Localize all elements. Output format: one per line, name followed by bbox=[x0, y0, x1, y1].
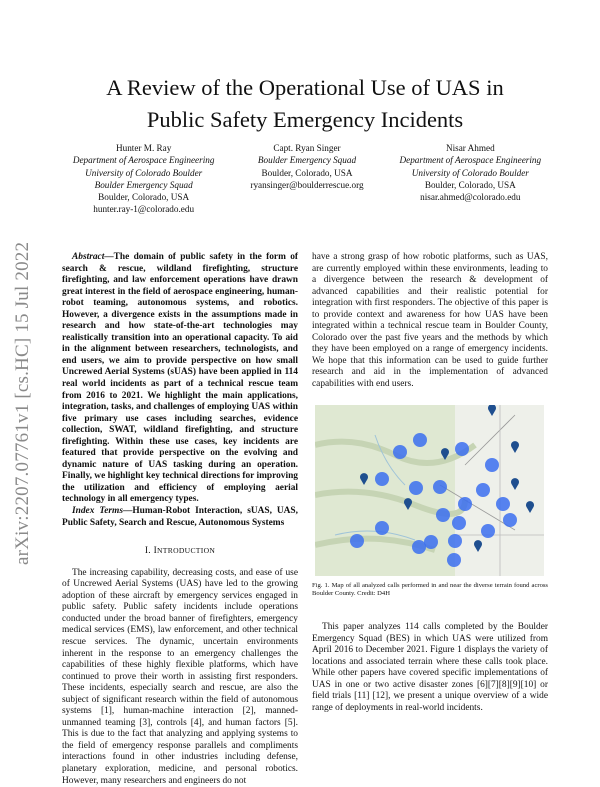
author-1 bbox=[62, 142, 225, 216]
section-heading bbox=[62, 545, 298, 558]
author-3 bbox=[389, 142, 552, 216]
abstract-text: —The domain of public safety in the form of search & rescue, wildland firefighting, structure firefighting, and law enforcement operations have drawn great interest in the field of aerospace engineering, human-robot teaming, autonomous systems, and robotics. However, a divergence exists in the assumptions made in research and how state-of-the-art technologies may realistically transition into an operational capacity. To aid in the alignment between researchers, technologists, and end users, we aim to provide perspective on how small Uncrewed Aerial Systems (sUAS) have been applied in 114 real world incidents as part of a technical rescue team from 2016 to 2021. We highlight the main applications, integration, tasks, and challenges of employing UAS within five primary use cases including searches, evidence collection, SWAT, wildland firefighting, and structure firefighting. Within these use cases, key incidents are featured that provide perspective on the evolving and dynamic nature of UAS tasking during an operation. Finally, we highlight key technical directions for improving the utilization and efficiency of employing aerial technology in all emergency types. bbox=[62, 252, 298, 505]
section-number: I. I bbox=[144, 546, 157, 557]
author-email: hunter.ray-1@colorado.edu bbox=[93, 204, 195, 215]
call-cluster-marker bbox=[350, 534, 364, 548]
call-cluster-marker bbox=[503, 513, 517, 527]
right-column-top bbox=[312, 252, 548, 391]
call-cluster-marker bbox=[409, 481, 423, 495]
call-cluster-marker bbox=[496, 497, 510, 511]
right-column-bottom bbox=[312, 622, 548, 714]
author-affiliation: Boulder Emergency Squad bbox=[94, 179, 193, 190]
abstract-label: Abstract bbox=[72, 252, 105, 262]
call-cluster-marker bbox=[447, 553, 461, 567]
author-name: Nisar Ahmed bbox=[445, 143, 495, 153]
call-cluster-marker bbox=[424, 535, 438, 549]
arxiv-identifier: arXiv:2207.07761v1 [cs.HC] 15 Jul 2022 bbox=[12, 241, 33, 565]
index-terms bbox=[62, 506, 298, 529]
call-cluster-marker bbox=[481, 524, 495, 538]
call-cluster-marker bbox=[458, 497, 472, 511]
author-name: Capt. Ryan Singer bbox=[273, 143, 341, 153]
author-location: Boulder, Colorado, USA bbox=[98, 192, 190, 203]
terrain-map bbox=[315, 405, 544, 576]
index-terms-text: —Human-Robot Interaction, sUAS, UAS, Public Safety, Search and Rescue, Autonomous Systems bbox=[62, 506, 298, 528]
intro-paragraph-2: This paper analyzes 114 calls completed by the Boulder Emergency Squad (BES) in which UAS were utilized from April 2016 to December 2021. Figure 1 displays the variety of locations and associated terrain where these calls took place. While other papers have covered specific implementations of UAS in one or two active disaster zones [6][7][8][9][10] or field trials [11] [12], we present a unique overview of a wide range of deployments in real-world incidents. bbox=[312, 622, 548, 713]
call-cluster-marker bbox=[485, 458, 499, 472]
call-cluster-marker bbox=[455, 442, 469, 456]
paper-title bbox=[60, 72, 550, 136]
call-cluster-marker bbox=[452, 516, 466, 530]
call-cluster-marker bbox=[476, 483, 490, 497]
call-cluster-marker bbox=[375, 472, 389, 486]
author-affiliation: University of Colorado Boulder bbox=[85, 167, 203, 178]
intro-paragraph-1: The increasing capability, decreasing costs, and ease of use of Uncrewed Aerial Systems (UAS) have led to the growing adoption of these aircraft by emergency services engaged in public safety. Public safety incidents include operations conducted under the broad banner of firefighters, emergency medical services (EMS), law enforcement, and other technical rescue services. The dynamic, uncertain environments inherent in the response to an emergency challenges the capabilities of these highly flexible platforms, which have continued to prove their worth in assisting first responders. These incidents, especially search and rescue, are also the subject of significant research within the field of autonomous systems [1], human-machine interaction [2], manned-unmanned teaming [3], controls [4], and human factors [5]. This is due to the fact that analyzing and applying systems to the field of emergency response parallels and compliments interactions found in other industries including defense, planetary exploration, medicine, and personal robotics. However, many researchers and engineers do not bbox=[62, 567, 298, 786]
call-cluster-marker bbox=[412, 540, 426, 554]
abstract bbox=[62, 252, 298, 506]
author-affiliation: Boulder Emergency Squad bbox=[257, 155, 357, 166]
author-email: ryansinger@boulderrescue.org bbox=[250, 179, 364, 190]
figure-1-caption: Fig. 1. Map of all analyzed calls performed in and near the diverse terrain found across Boulder County. Credit: D4H bbox=[312, 582, 548, 598]
title-line-2: Public Safety Emergency Incidents bbox=[146, 107, 464, 132]
call-cluster-marker bbox=[433, 480, 447, 494]
call-cluster-marker bbox=[436, 508, 450, 522]
call-cluster-marker bbox=[448, 534, 462, 548]
author-email: nisar.ahmed@colorado.edu bbox=[420, 192, 521, 203]
section-title: NTRODUCTION bbox=[157, 546, 216, 556]
call-cluster-marker bbox=[393, 445, 407, 459]
author-block bbox=[62, 142, 552, 216]
author-affiliation: Department of Aerospace Engineering bbox=[399, 155, 542, 166]
author-name: Hunter M. Ray bbox=[115, 143, 172, 153]
author-location: Boulder, Colorado, USA bbox=[261, 167, 353, 178]
title-line-1: A Review of the Operational Use of UAS in bbox=[106, 75, 504, 100]
left-column bbox=[62, 252, 298, 787]
author-affiliation: Department of Aerospace Engineering bbox=[72, 155, 215, 166]
intro-paragraph-1-continued: have a strong grasp of how robotic platforms, such as UAS, are currently employed within these environments, leading to a divergence between the research & development of advanced capabilities and their realistic potential for integration with first responders. The objective of this paper is to provide context and awareness for how UAS have been integrated within a technical rescue team in Boulder County, Colorado over the past five years and the methods by which they have been employed on a range of emergency incidents. We hope that this information can be used to guide further research and aid in the implementation of advanced capabilities with end users. bbox=[312, 252, 548, 390]
author-affiliation: University of Colorado Boulder bbox=[411, 167, 529, 178]
index-terms-label: Index Terms bbox=[72, 506, 123, 517]
author-location: Boulder, Colorado, USA bbox=[424, 179, 516, 190]
author-2 bbox=[225, 142, 388, 216]
call-cluster-marker bbox=[413, 433, 427, 447]
figure-1-map bbox=[315, 405, 544, 576]
call-cluster-marker bbox=[375, 521, 389, 535]
